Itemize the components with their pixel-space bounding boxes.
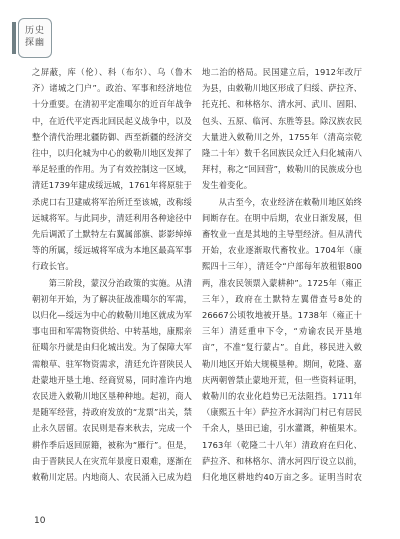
right-column (202, 64, 362, 488)
section-tag-line2: 探幽 (24, 38, 45, 48)
paragraph: 之屏蔽，库（伦）、科（布尔）、乌（鲁木齐）诸城之门户”。政治、军事和经济地位十分重要。在清初平定准噶尔的近百年战争中，在近代平定西北回民起义战争中，以及整个清代治理北疆防御、西至新疆的经济交往中，以归化城为中心的敕勒川地区发挥了举足轻重的作用。为了有效控制这一区域，清廷1739年建成绥远城，1761年将原驻于杀虎口右卫建威将军治所迁至该城，改称绥远城将军。与此同步，清廷利用各种途径中先后调派了土默特左右翼属部旗、影影绰绰等的所属，绥远城将军成为本地区最高军事行政长官。 (32, 67, 192, 272)
paragraph: 第三阶段，蒙汉分治政策的实施。从清朝初年开始，为了解决征战准噶尔的军需，以归化—绥远为中心的敕勒川地区就成为军事屯田和军需物资供给、中转基地，康熙亲征噶尔丹就是由归化城出发。为了保障大军需粮草、驻军物资需求，清廷允许晋陕民人赴蒙地开垦土地、经商贸易，同时准许内地农民进入敕勒川地区垦种种地。起初，商人是随军经营，持政府发放的“龙票”出关，禁止永久居留。农民则是春来秋去，完成一个耕作季后返回原籍，被称为“雁行”。但是，由于晋陕民人在灾荒年景度日艰难，逐渐在敕勒川定居。内地商人、农民涌入已成为趋 (32, 277, 192, 483)
tag-bar (12, 22, 16, 54)
paragraph: 地二治的格局。民国建立后，1912年改厅为县，由敕勒川地区形成了归绥、萨拉齐、托克托、和林格尔、清水河、武川、固阳、包头、五原、临河、东胜等县。除汉族农民大量进入敕勒川之外，1755年（清高宗乾隆二十年）数千名回族民众迁入归化城南八拜村，称之“回回营”，敕勒川的民族成分也发生着变化。 (202, 67, 362, 191)
section-tag (12, 18, 52, 58)
page-number: 10 (34, 516, 46, 526)
paragraph: 从古至今，农业经济在敕勒川地区始终间断存在。在明中后期，农业日渐发展，但畜牧业一直是其地的主导型经济。但从清代开始，农业逐渐取代畜牧业。1704年（康熙四十三年），清廷令“户部每年放租银800两，准农民领票入蒙耕种”。1725年（雍正三年），政府在土默特左翼借查号8处的26667公顷牧地被开垦。1738年（雍正十三年）清廷重申下令，“劝谕农民开垦地亩”，不准“复行蒙占”。自此，移民进入敕勒川地区开始大规模垦种。期间，乾隆、嘉庆两朝曾禁止蒙地开荒，但一些资料证明，敕勒川的农业化趋势已无法阻挡。1711年（康熙五十年）萨拉齐水洞沟门村已有居民千余人，垦田已逾，引水灌溉，种植果木。1763年（乾隆二十八年）清政府在归化、萨拉齐、和林格尔、清水河四厅设立以前，归化地区耕地约40万亩之多。证明当时农 (202, 196, 362, 483)
section-tag-line1: 历史 (24, 26, 45, 36)
left-column (32, 64, 192, 488)
